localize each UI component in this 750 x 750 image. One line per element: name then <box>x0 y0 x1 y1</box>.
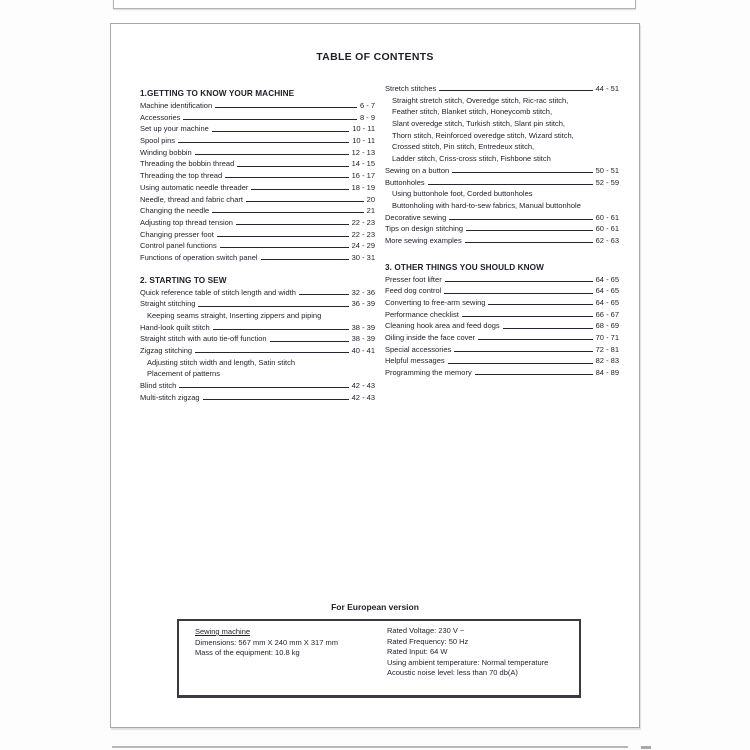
toc-entry-label: Needle, thread and fabric chart <box>140 194 243 204</box>
toc-leader-line <box>246 194 364 206</box>
toc-entry <box>140 217 375 229</box>
toc-entry-label: Using automatic needle threader <box>140 182 249 192</box>
toc-subentry <box>140 357 375 369</box>
toc-entry-label: Presser foot lifter <box>385 274 442 284</box>
toc-subentry <box>385 200 619 212</box>
toc-entry-label: Helpful messages <box>385 356 445 366</box>
toc-entry-pages: 84 - 89 <box>595 368 619 378</box>
toc-entry-pages: 18 - 19 <box>351 182 375 192</box>
toc-section <box>140 274 375 404</box>
toc-column-left <box>140 87 375 404</box>
footer-title: For European version <box>331 602 419 612</box>
spec-rating-lines <box>387 626 548 679</box>
toc-entry-label: Spool pins <box>140 136 176 146</box>
toc-entry <box>140 100 375 112</box>
toc-entry <box>385 274 619 286</box>
toc-leader-line <box>475 367 593 379</box>
toc-entry-label: Set up your machine <box>140 124 209 134</box>
toc-entry-label: Blind stitch <box>140 381 177 391</box>
toc-entry-pages: 30 - 31 <box>351 252 375 262</box>
toc-leader-line <box>454 344 592 356</box>
manual-page <box>110 23 640 728</box>
toc-entry-label: Crossed stitch, Pin stitch, Entredeux stitch, <box>392 142 535 152</box>
toc-leader-line <box>261 252 349 264</box>
toc-leader-line <box>225 170 348 182</box>
toc-entry-label: Zigzag stitching <box>140 346 193 356</box>
toc-entry-pages: 10 - 11 <box>352 124 375 134</box>
toc-entry-label: Keeping seams straight, Inserting zippers and piping <box>147 311 322 320</box>
toc-entry-pages: 20 <box>366 194 375 204</box>
spec-rating-line: Rated Frequency: 50 Hz <box>387 636 469 646</box>
toc-leader-line <box>212 205 363 217</box>
toc-entry-label: Sewing on a button <box>385 165 450 175</box>
toc-entry-label: Feather stitch, Blanket stitch, Honeycomb stitch, <box>392 107 553 117</box>
toc-entry-label: Functions of operation switch panel <box>140 252 258 262</box>
toc-entry-label: Changing the needle <box>140 206 210 216</box>
toc-leader-line <box>503 320 593 332</box>
toc-entry-pages: 8 - 9 <box>359 112 375 122</box>
toc-entry-label: Accessories <box>140 112 181 122</box>
toc-leader-line <box>195 147 349 159</box>
spec-machine-heading: Sewing machine <box>195 627 251 636</box>
toc-section <box>140 87 375 264</box>
toc-entry-pages: 72 - 81 <box>595 344 619 354</box>
toc-entry-label: Winding bobbin <box>140 147 192 157</box>
toc-entry-pages: 32 - 36 <box>351 287 375 297</box>
toc-entry-label: Performance checklist <box>385 309 459 319</box>
toc-leader-line <box>179 380 348 392</box>
toc-entry <box>140 158 375 170</box>
spec-column-ratings <box>387 626 548 679</box>
toc-entry-pages: 60 - 61 <box>595 224 619 234</box>
toc-section <box>385 261 619 379</box>
toc-entry <box>140 240 375 252</box>
toc-entry-label: Thorn stitch, Reinforced overedge stitch, Wizard stitch, <box>392 130 574 140</box>
toc-section-heading: 3. OTHER THINGS YOU SHOULD KNOW <box>385 262 544 272</box>
previous-page-edge <box>113 0 636 9</box>
toc-subentry <box>385 118 619 130</box>
toc-entry-label: Tips on design stitching <box>385 224 464 234</box>
toc-leader-line <box>466 223 593 235</box>
toc-entry-label: Decorative sewing <box>385 212 447 222</box>
toc-leader-line <box>478 332 593 344</box>
toc-entry <box>140 287 375 299</box>
toc-entry-label: Adjusting stitch width and length, Satin stitch <box>147 357 296 367</box>
toc-leader-line <box>178 135 349 147</box>
toc-leader-line <box>488 297 592 309</box>
toc-entry <box>385 177 619 189</box>
toc-entry-label: Stretch stitches <box>385 84 437 93</box>
toc-entry <box>385 344 619 356</box>
toc-entry-label: Feed dog control <box>385 286 442 296</box>
toc-entry <box>140 182 375 194</box>
toc-leader-line <box>237 158 348 170</box>
toc-entry-pages: 82 - 83 <box>595 356 619 366</box>
toc-entry-pages: 42 - 43 <box>351 392 375 402</box>
toc-entry-pages: 64 - 65 <box>595 286 619 296</box>
toc-entry-label: More sewing examples <box>385 235 462 245</box>
spec-machine-line: Mass of the equipment: 10.8 kg <box>195 648 300 658</box>
toc-entry-label: Straight stretch stitch, Overedge stitch, Ric-rac stitch, <box>392 95 569 105</box>
toc-entry-pages: 62 - 63 <box>595 235 619 245</box>
toc-entry <box>140 345 375 357</box>
toc-entry <box>385 332 619 344</box>
toc-subentry <box>385 141 619 153</box>
toc-entry-label: Buttonholes <box>385 177 425 187</box>
toc-leader-line <box>439 83 592 95</box>
spec-rating-line: Using ambient temperature: Normal temperature <box>387 657 549 667</box>
spec-machine-lines <box>195 638 338 659</box>
toc-entry-label: Cleaning hook area and feed dogs <box>385 321 500 331</box>
toc-entry-label: Threading the top thread <box>140 171 223 181</box>
toc-entry-label: Straight stitching <box>140 299 196 309</box>
toc-subentry <box>140 310 375 322</box>
toc-leader-line <box>449 212 592 224</box>
toc-entry <box>140 322 375 334</box>
toc-subentry <box>140 368 375 380</box>
toc-leader-line <box>251 182 348 194</box>
toc-entry <box>140 380 375 392</box>
specification-box <box>177 619 581 698</box>
toc-entry-pages: 6 - 7 <box>359 101 375 110</box>
toc-leader-line <box>217 229 349 241</box>
toc-entry <box>385 309 619 321</box>
toc-section-heading: 1.GETTING TO KNOW YOUR MACHINE <box>140 89 295 98</box>
toc-entry-label: Straight stitch with auto tie-off function <box>140 334 267 344</box>
spec-machine-line: Dimensions: 567 mm X 240 mm X 317 mm <box>195 637 338 647</box>
toc-entry <box>385 235 619 247</box>
toc-entry-label: Multi-stitch zigzag <box>140 392 200 402</box>
toc-entry <box>385 285 619 297</box>
next-page-edge-fragment <box>641 746 651 749</box>
toc-entry-label: Slant overedge stitch, Turkish stitch, Slant pin stitch, <box>392 119 565 129</box>
toc-entry <box>140 392 375 404</box>
toc-entry <box>385 165 619 177</box>
toc-leader-line <box>215 100 357 112</box>
toc-entry-pages: 60 - 61 <box>595 212 619 222</box>
toc-subentry <box>385 188 619 200</box>
toc-entry-pages: 38 - 39 <box>351 334 375 344</box>
toc-entry-label: Hand-look quilt stitch <box>140 322 210 332</box>
toc-entry-label: Programming the memory <box>385 368 472 378</box>
toc-entry <box>385 355 619 367</box>
toc-entry <box>140 229 375 241</box>
toc-subentry <box>385 106 619 118</box>
toc-leader-line <box>445 274 593 286</box>
toc-leader-line <box>213 322 349 334</box>
toc-leader-line <box>462 309 593 321</box>
spec-rating-line: Rated Voltage: 230 V ~ <box>387 626 465 635</box>
page-title: TABLE OF CONTENTS <box>316 51 434 63</box>
toc-leader-line <box>183 112 357 124</box>
toc-entry-label: Buttonholing with hard-to-sew fabrics, Manual buttonhole <box>392 200 581 210</box>
spec-rating-line: Rated Input: 64 W <box>387 647 448 657</box>
toc-entry-pages: 52 - 59 <box>595 177 619 187</box>
toc-entry <box>385 223 619 235</box>
toc-entry <box>140 252 375 264</box>
toc-leader-line <box>448 355 593 367</box>
toc-entry-pages: 22 - 23 <box>351 229 375 239</box>
toc-entry <box>385 212 619 224</box>
spec-rating-line: Acoustic noise level: less than 70 db(A) <box>387 668 518 678</box>
toc-entry-pages: 44 - 51 <box>595 84 619 93</box>
toc-entry-pages: 21 <box>366 206 375 216</box>
toc-entry-pages: 70 - 71 <box>595 333 619 343</box>
toc-entry-label: Threading the bobbin thread <box>140 159 235 169</box>
toc-entry-pages: 64 - 65 <box>595 298 619 307</box>
toc-entry <box>385 320 619 332</box>
toc-entry-pages: 36 - 39 <box>351 299 375 309</box>
toc-subentry <box>385 95 619 107</box>
toc-entry-label: Ladder stitch, Criss-cross stitch, Fishbone stitch <box>392 154 551 164</box>
toc-leader-line <box>212 123 349 135</box>
toc-leader-line <box>195 345 349 357</box>
toc-entry-pages: 40 - 41 <box>351 346 375 356</box>
toc-entry-label: Control panel functions <box>140 241 217 251</box>
toc-entry-pages: 50 - 51 <box>595 165 619 175</box>
spec-column-machine <box>195 627 338 659</box>
toc-entry-pages: 24 - 29 <box>351 241 375 251</box>
toc-section-heading: 2. STARTING TO SEW <box>140 275 227 285</box>
toc-leader-line <box>444 285 592 297</box>
toc-entry-pages: 64 - 65 <box>595 274 619 284</box>
toc-entry-pages: 68 - 69 <box>595 321 619 331</box>
toc-leader-line <box>452 165 592 177</box>
toc-entry <box>140 123 375 135</box>
toc-entry-label: Using buttonhole foot, Corded buttonholes <box>392 189 533 199</box>
toc-leader-line <box>220 240 349 252</box>
toc-entry <box>140 205 375 217</box>
toc-entry-pages: 16 - 17 <box>351 171 375 181</box>
toc-entry-label: Converting to free-arm sewing <box>385 298 486 307</box>
toc-entry-label: Machine identification <box>140 101 213 110</box>
toc-entry <box>385 367 619 379</box>
toc-entry <box>385 83 619 95</box>
toc-entry <box>140 194 375 206</box>
toc-entry-pages: 14 - 15 <box>351 159 375 169</box>
toc-entry-label: Changing presser foot <box>140 229 214 239</box>
toc-section <box>385 83 619 247</box>
toc-entry-pages: 10 - 11 <box>352 136 375 146</box>
toc-subentry <box>385 153 619 165</box>
toc-leader-line <box>465 235 593 247</box>
toc-entry-pages: 22 - 23 <box>351 217 375 227</box>
toc-column-right <box>385 83 619 379</box>
toc-entry-label: Placement of patterns <box>147 369 220 379</box>
toc-entry <box>140 170 375 182</box>
toc-entry-label: Adjusting top thread tension <box>140 217 233 227</box>
toc-entry <box>385 297 619 309</box>
toc-entry-pages: 66 - 67 <box>595 309 619 319</box>
toc-leader-line <box>428 177 593 189</box>
toc-entry <box>140 135 375 147</box>
toc-entry <box>140 333 375 345</box>
toc-entry <box>140 147 375 159</box>
toc-leader-line <box>270 333 349 345</box>
toc-entry <box>140 298 375 310</box>
toc-subentry <box>385 130 619 142</box>
toc-leader-line <box>236 217 349 229</box>
toc-entry-label: Quick reference table of stitch length and width <box>140 287 296 297</box>
toc-entry <box>140 112 375 124</box>
toc-leader-line <box>203 392 349 404</box>
toc-leader-line <box>198 298 348 310</box>
toc-entry-label: Special accessories <box>385 344 452 354</box>
next-page-edge <box>112 746 628 748</box>
toc-entry-pages: 42 - 43 <box>351 381 375 391</box>
toc-entry-pages: 12 - 13 <box>351 147 375 157</box>
toc-entry-pages: 38 - 39 <box>351 322 375 332</box>
toc-leader-line <box>299 287 349 299</box>
toc-entry-label: Oiling inside the face cover <box>385 333 476 343</box>
